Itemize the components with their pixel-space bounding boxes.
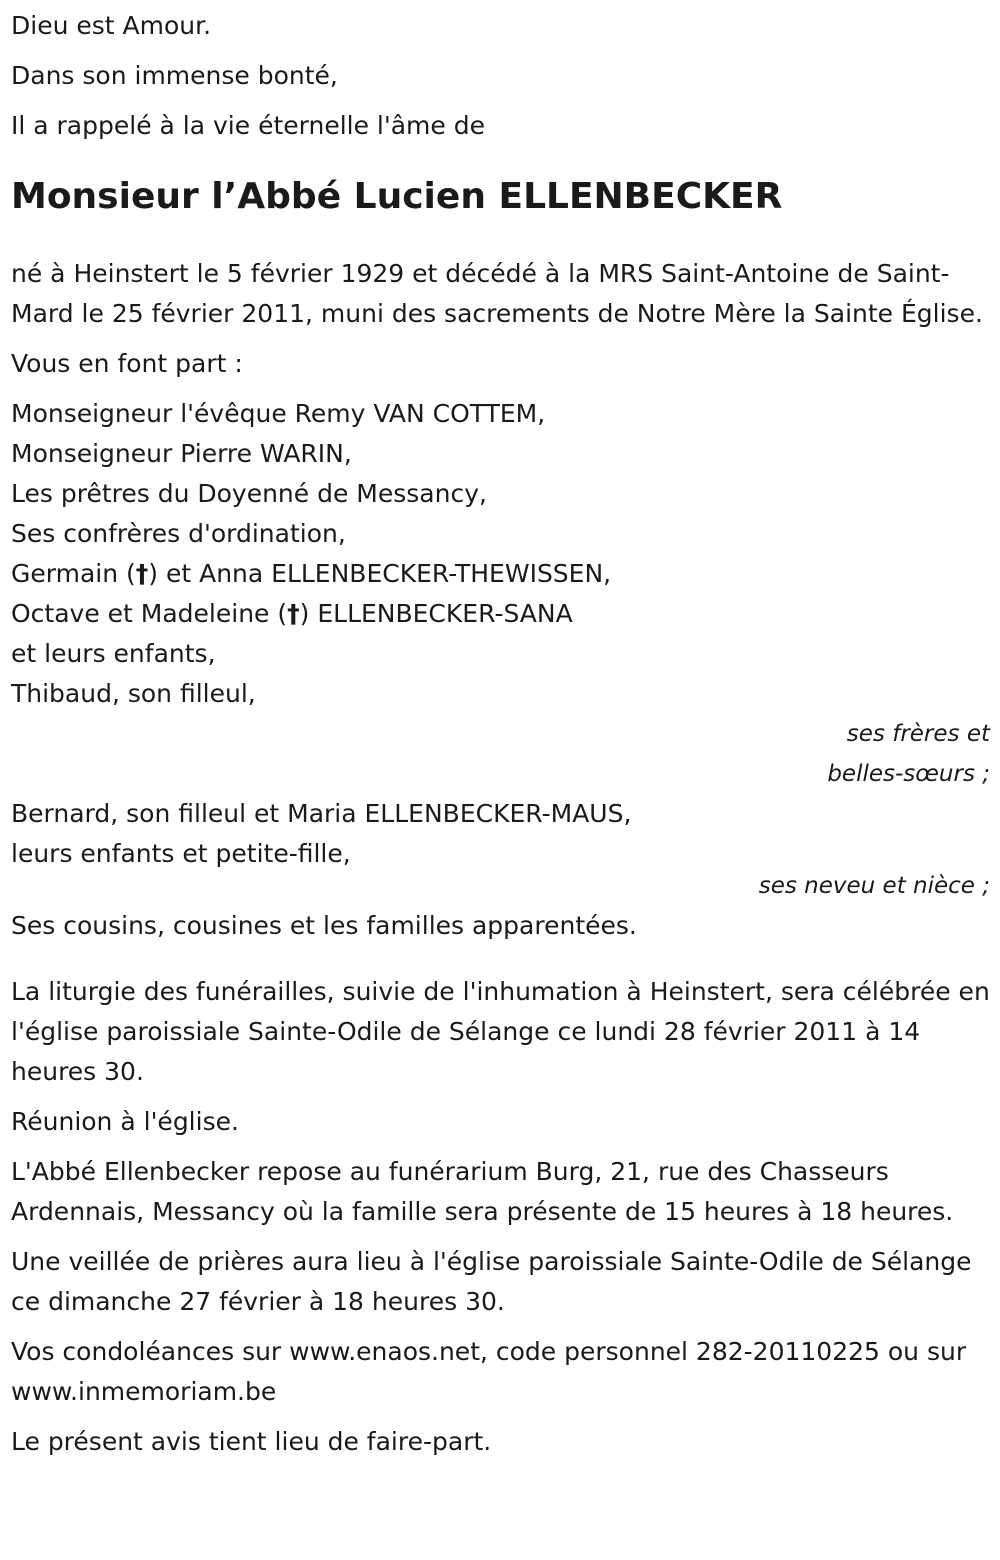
closing-paragraph: Le présent avis tient lieu de faire-part. [11, 1427, 492, 1456]
family-line: leurs enfants et petite-fille, [11, 839, 351, 868]
condolences-paragraph: Vos condoléances sur www.enaos.net, code personnel 282-20110225 ou sur www.inmemoriam.be [11, 1337, 967, 1406]
cousins-line: Ses cousins, cousines et les familles apparentées. [11, 911, 637, 940]
cross-icon: † [287, 599, 300, 628]
attribution-siblings: belles-sœurs ; [827, 761, 990, 787]
family-line-sibling-2 [11, 594, 990, 634]
sibling-2-after: ) ELLENBECKER-SANA [299, 599, 573, 628]
family-line: Thibaud, son filleul, [11, 679, 256, 708]
family-line: et leurs enfants, [11, 639, 216, 668]
family-line: Bernard, son filleul et Maria ELLENBECKER-MAUS, [11, 799, 632, 828]
sibling-2-before: Octave et Madeleine ( [11, 599, 288, 628]
intro-line: Il a rappelé à la vie éternelle l'âme de [11, 111, 485, 140]
family-line-sibling-1 [11, 554, 990, 594]
intro-line: Dieu est Amour. [11, 11, 212, 40]
family-line: Monseigneur l'évêque Remy VAN COTTEM, [11, 399, 546, 428]
cross-icon: † [135, 559, 149, 588]
deceased-name: Monsieur l’Abbé Lucien ELLENBECKER [11, 176, 783, 217]
attribution-siblings: ses frères et [846, 721, 990, 747]
funeral-paragraph: La liturgie des funérailles, suivie de l'inhumation à Heinstert, sera célébrée en l'église paroissiale Sainte-Odile de Sélange ce lundi 28 février 2011 à 14 heures 30. [11, 977, 990, 1086]
family-line: Monseigneur Pierre WARIN, [11, 439, 352, 468]
announcers-intro: Vous en font part : [11, 349, 243, 378]
intro-block [11, 6, 990, 146]
sibling-1-after: ) et Anna ELLENBECKER-THEWISSEN, [148, 559, 612, 588]
sibling-1-before: Germain ( [11, 559, 136, 588]
attribution-nephew-niece: ses neveu et nièce ; [758, 873, 990, 899]
vigil-paragraph: Une veillée de prières aura lieu à l'église paroissiale Sainte-Odile de Sélange ce dimanche 27 février à 18 heures 30. [11, 1247, 972, 1316]
birth-death-paragraph: né à Heinstert le 5 février 1929 et décédé à la MRS Saint-Antoine de Saint-Mard le 25 février 2011, muni des sacrements de Notre Mère la Sainte Église. [11, 259, 983, 328]
family-line: Les prêtres du Doyenné de Messancy, [11, 479, 487, 508]
spacer [11, 946, 990, 972]
intro-line: Dans son immense bonté, [11, 61, 338, 90]
meeting-paragraph: Réunion à l'église. [11, 1107, 239, 1136]
repose-paragraph: L'Abbé Ellenbecker repose au funérarium Burg, 21, rue des Chasseurs Ardennais, Messancy où la famille sera présente de 15 heures à 18 heures. [11, 1157, 954, 1226]
family-list [11, 394, 990, 946]
family-line: Ses confrères d'ordination, [11, 519, 346, 548]
